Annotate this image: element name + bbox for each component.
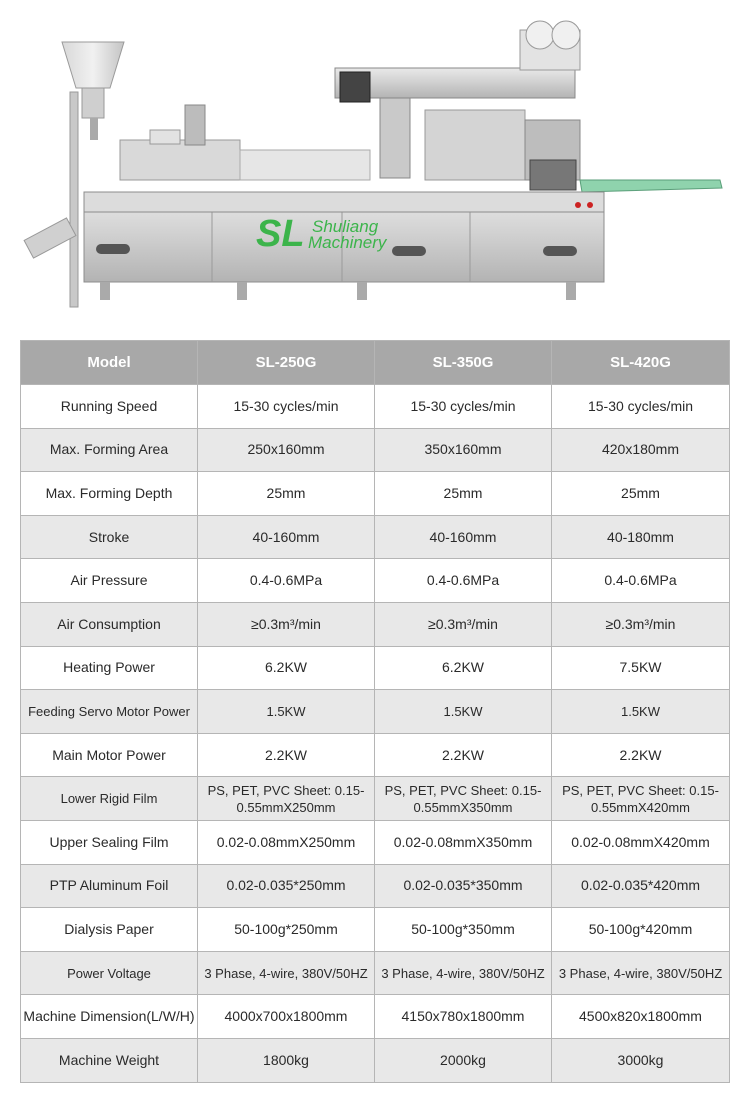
row-value: ≥0.3m³/min — [198, 602, 375, 646]
row-label: Main Motor Power — [21, 733, 198, 777]
row-value: 50-100g*250mm — [198, 908, 375, 952]
row-value: 4150x780x1800mm — [375, 995, 552, 1039]
row-label: Max. Forming Depth — [21, 472, 198, 516]
row-value: 4000x700x1800mm — [198, 995, 375, 1039]
table-row — [21, 559, 730, 603]
support-pole — [70, 92, 78, 307]
feed-arm — [24, 218, 76, 258]
row-label: Machine Weight — [21, 1038, 198, 1082]
table-row — [21, 995, 730, 1039]
row-label: Machine Dimension(L/W/H) — [21, 995, 198, 1039]
row-value: 2.2KW — [552, 733, 730, 777]
product-image — [0, 0, 750, 325]
table-row — [21, 733, 730, 777]
row-value: 3 Phase, 4-wire, 380V/50HZ — [198, 951, 375, 995]
row-value: 15-30 cycles/min — [552, 385, 730, 429]
table-row — [21, 864, 730, 908]
row-value: 2.2KW — [198, 733, 375, 777]
row-value: 0.02-0.035*250mm — [198, 864, 375, 908]
table-row — [21, 690, 730, 734]
row-value: 250x160mm — [198, 428, 375, 472]
row-value: 15-30 cycles/min — [198, 385, 375, 429]
spec-table — [20, 340, 730, 1083]
row-label: Lower Rigid Film — [21, 777, 198, 821]
row-value: 3 Phase, 4-wire, 380V/50HZ — [375, 951, 552, 995]
row-value: PS, PET, PVC Sheet: 0.15-0.55mmX350mm — [375, 777, 552, 821]
row-value: 1800kg — [198, 1038, 375, 1082]
row-label: Air Consumption — [21, 602, 198, 646]
row-value: 50-100g*350mm — [375, 908, 552, 952]
logo-mark: SL — [256, 213, 305, 255]
row-value: 4500x820x1800mm — [552, 995, 730, 1039]
row-label: PTP Aluminum Foil — [21, 864, 198, 908]
row-value: 0.02-0.035*420mm — [552, 864, 730, 908]
row-value: PS, PET, PVC Sheet: 0.15-0.55mmX250mm — [198, 777, 375, 821]
row-label: Feeding Servo Motor Power — [21, 690, 198, 734]
row-value: 350x160mm — [375, 428, 552, 472]
blister-machine-illustration — [0, 0, 750, 325]
row-value: 3000kg — [552, 1038, 730, 1082]
row-label: Heating Power — [21, 646, 198, 690]
table-row — [21, 646, 730, 690]
row-value: 40-160mm — [198, 515, 375, 559]
row-value: 420x180mm — [552, 428, 730, 472]
row-label: Power Voltage — [21, 951, 198, 995]
spec-table-container — [20, 340, 729, 1083]
row-value: 25mm — [375, 472, 552, 516]
header-model: Model — [21, 341, 198, 385]
row-value: 1.5KW — [375, 690, 552, 734]
sealing-station — [335, 21, 580, 190]
table-row — [21, 385, 730, 429]
row-value: 2.2KW — [375, 733, 552, 777]
table-row — [21, 908, 730, 952]
row-label: Dialysis Paper — [21, 908, 198, 952]
row-value: 1.5KW — [198, 690, 375, 734]
row-value: 40-160mm — [375, 515, 552, 559]
row-value: 2000kg — [375, 1038, 552, 1082]
row-value: 0.4-0.6MPa — [198, 559, 375, 603]
row-label: Upper Sealing Film — [21, 820, 198, 864]
output-conveyor — [580, 180, 722, 192]
table-row — [21, 777, 730, 821]
header-row — [21, 341, 730, 385]
row-value: 0.02-0.08mmX420mm — [552, 820, 730, 864]
row-value: 0.02-0.08mmX250mm — [198, 820, 375, 864]
table-row — [21, 602, 730, 646]
row-value: 0.4-0.6MPa — [552, 559, 730, 603]
row-value: ≥0.3m³/min — [375, 602, 552, 646]
table-row — [21, 515, 730, 559]
table-row — [21, 428, 730, 472]
table-row — [21, 472, 730, 516]
row-label: Running Speed — [21, 385, 198, 429]
brand-logo — [256, 213, 388, 255]
row-value: 1.5KW — [552, 690, 730, 734]
row-value: 0.4-0.6MPa — [375, 559, 552, 603]
machine-feet — [100, 282, 576, 300]
row-value: PS, PET, PVC Sheet: 0.15-0.55mmX420mm — [552, 777, 730, 821]
row-value: 25mm — [198, 472, 375, 516]
row-value: 40-180mm — [552, 515, 730, 559]
table-row — [21, 951, 730, 995]
table-row — [21, 820, 730, 864]
spec-body — [21, 385, 730, 1083]
row-value: 6.2KW — [375, 646, 552, 690]
row-value: 7.5KW — [552, 646, 730, 690]
header-sl-420g: SL-420G — [552, 341, 730, 385]
row-value: 3 Phase, 4-wire, 380V/50HZ — [552, 951, 730, 995]
row-label: Max. Forming Area — [21, 428, 198, 472]
logo-line2: Machinery — [308, 233, 387, 252]
row-value: 0.02-0.035*350mm — [375, 864, 552, 908]
row-value: 25mm — [552, 472, 730, 516]
row-value: 15-30 cycles/min — [375, 385, 552, 429]
row-label: Stroke — [21, 515, 198, 559]
header-sl-250g: SL-250G — [198, 341, 375, 385]
forming-station — [120, 105, 370, 180]
row-label: Air Pressure — [21, 559, 198, 603]
header-sl-350g: SL-350G — [375, 341, 552, 385]
row-value: ≥0.3m³/min — [552, 602, 730, 646]
logo-line1: Shuliang — [312, 217, 379, 236]
row-value: 0.02-0.08mmX350mm — [375, 820, 552, 864]
row-value: 50-100g*420mm — [552, 908, 730, 952]
row-value: 6.2KW — [198, 646, 375, 690]
table-row — [21, 1038, 730, 1082]
